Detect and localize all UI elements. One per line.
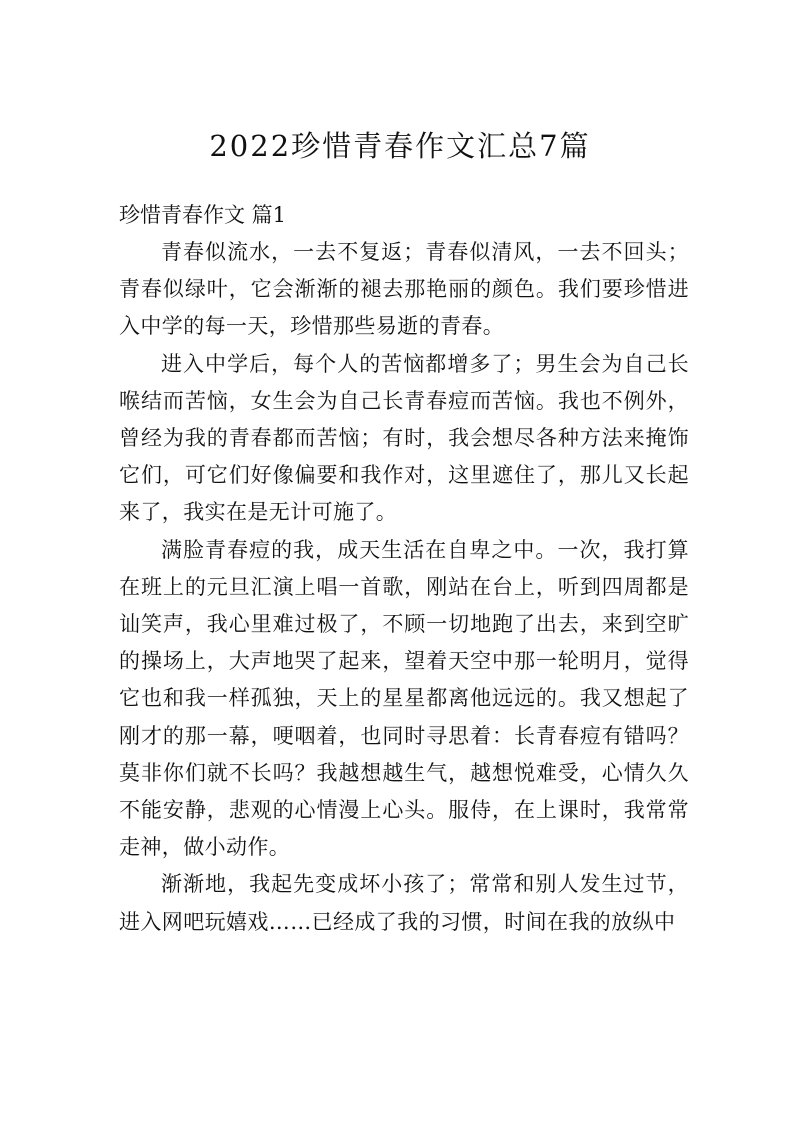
section-heading: 珍惜青春作文 篇1 xyxy=(119,203,287,227)
paragraph-3: 满脸青春痘的我，成天生活在自卑之中。一次，我打算在班上的元旦汇演上唱一首歌，刚站在台上，听到四周都是讪笑声，我心里难过极了，不顾一切地跑了出去，来到空旷的操场上，大声地哭了起来，望着天空中那一轮明月，觉得它也和我一样孤独，天上的星星都离他远远的。我又想起了刚才的那一幕，哽咽着，也同时寻思着：长青春痘有错吗？莫非你们就不长吗？我越想越生气，越想悦难受，心情久久不能安静，悲观的心情漫上心头。服侍，在上课时，我常常走神，做小动作。 xyxy=(119,537,689,860)
paragraph-1: 青春似流水，一去不复返；青春似清风，一去不回头；青春似绿叶，它会渐渐的褪去那艳丽的颜色。我们要珍惜进入中学的每一天，珍惜那些易逝的青春。 xyxy=(119,240,689,339)
paragraph-2: 进入中学后，每个人的苦恼都增多了；男生会为自己长喉结而苦恼，女生会为自己长青春痘而苦恼。我也不例外，曾经为我的青春都而苦恼；有时，我会想尽各种方法来掩饰它们，可它们好像偏要和我作对，这里遮住了，那儿又长起来了，我实在是无计可施了。 xyxy=(119,351,689,525)
document-title: 2022珍惜青春作文汇总7篇 xyxy=(209,129,591,163)
paragraph-4: 渐渐地，我起先变成坏小孩了；常常和别人发生过节，进入网吧玩嬉戏……已经成了我的习惯，时间在我的放纵中 xyxy=(119,872,689,934)
document-body xyxy=(119,196,689,941)
